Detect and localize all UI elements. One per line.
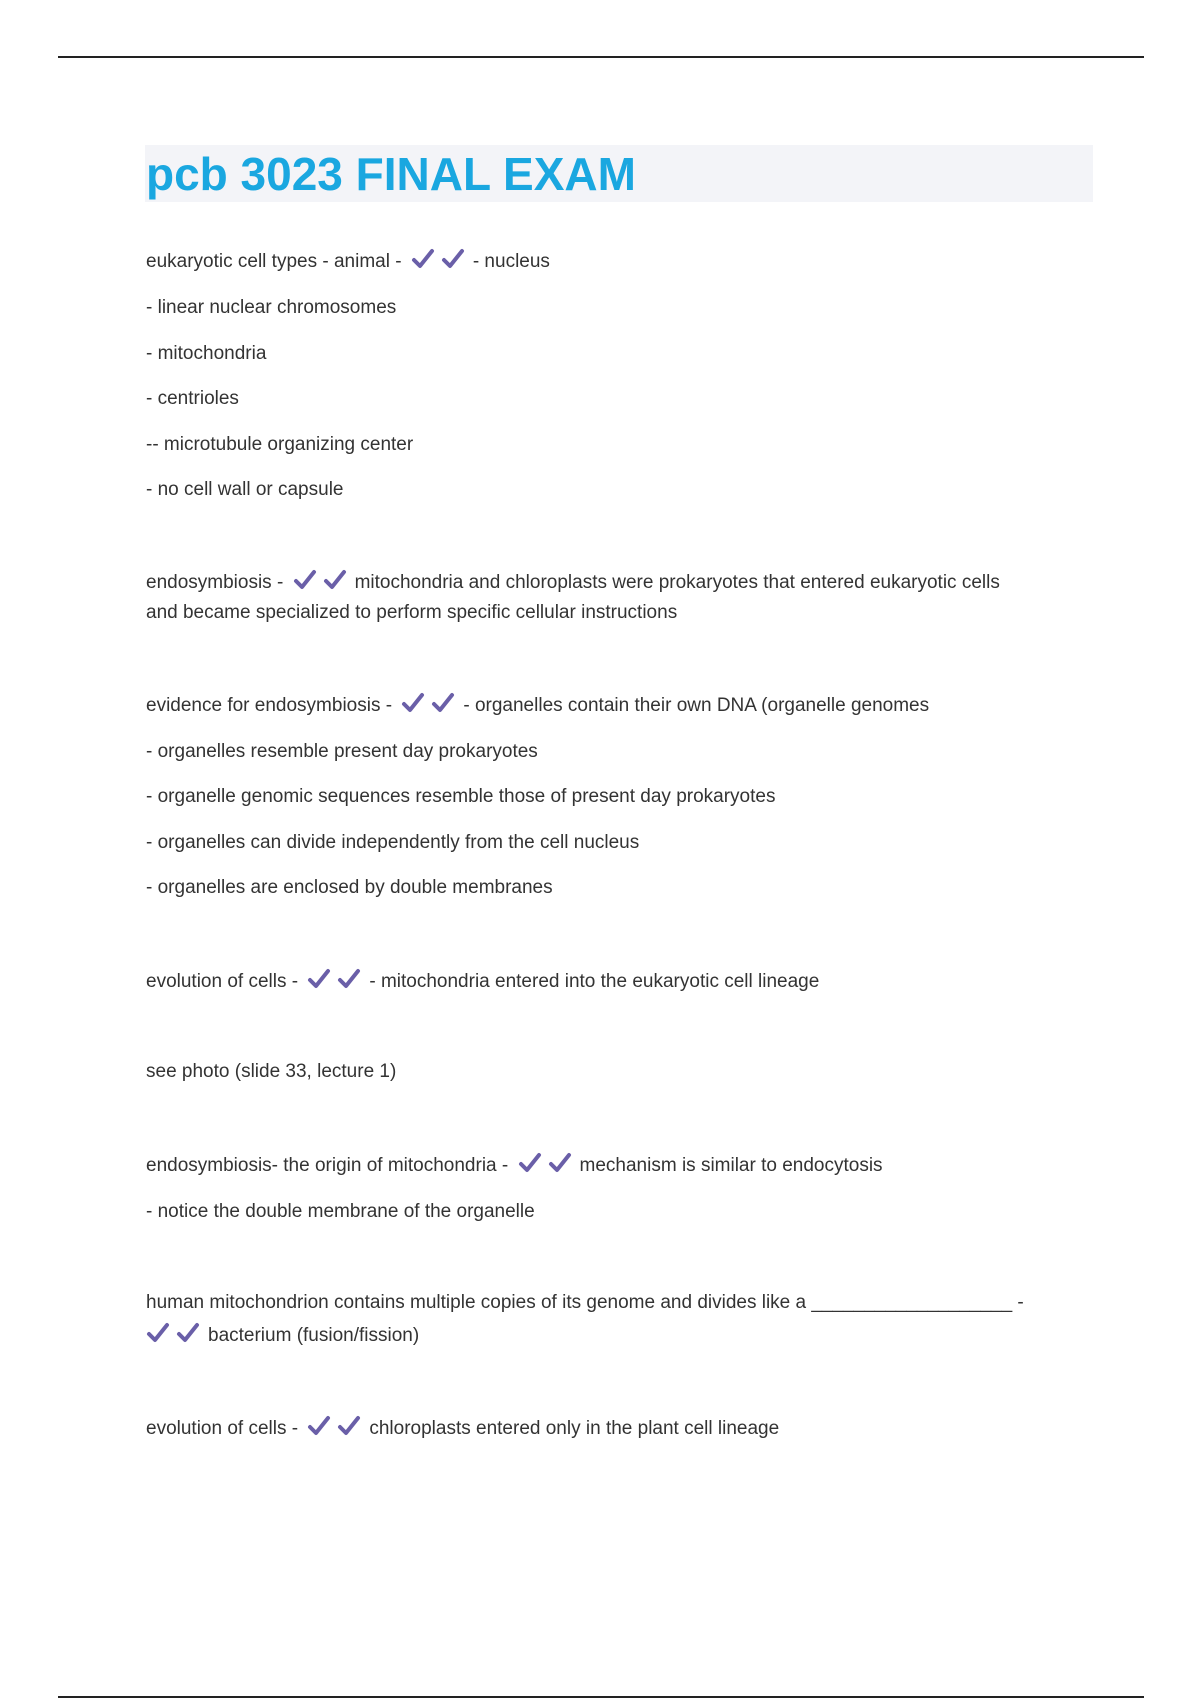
check-icon	[337, 1415, 361, 1437]
answer-line: -- microtubule organizing center	[146, 434, 414, 455]
check-pair	[411, 248, 471, 275]
entry-answer: - mitochondria entered into the eukaryotic cell lineage	[369, 971, 820, 992]
check-pair	[401, 692, 461, 719]
entry-question	[146, 968, 819, 995]
check-icon	[293, 569, 317, 591]
entry-question	[146, 1415, 779, 1442]
entry-answer: mechanism is similar to endocytosis	[579, 1155, 883, 1176]
check-icon	[146, 1322, 170, 1344]
entry-question: human mitochondrion contains multiple copies of its genome and divides like a ___________________ -	[146, 1292, 1024, 1313]
check-icon	[307, 1415, 331, 1437]
entry-answer-line	[146, 1322, 419, 1349]
entry-term: endosymbiosis- the origin of mitochondria -	[146, 1155, 509, 1176]
answer-line: - organelles can divide independently from the cell nucleus	[146, 832, 640, 853]
check-pair	[307, 1415, 367, 1442]
entry-term: eukaryotic cell types - animal -	[146, 251, 402, 272]
bottom-rule	[58, 1696, 1144, 1698]
answer-line: - mitochondria	[146, 343, 267, 364]
check-icon	[401, 692, 425, 714]
entry-answer: mitochondria and chloroplasts were prokaryotes that entered eukaryotic cells	[354, 572, 1000, 593]
page-title: pcb 3023 FINAL EXAM	[146, 148, 636, 200]
answer-line: - centrioles	[146, 388, 239, 409]
entry-answer: bacterium (fusion/fission)	[208, 1325, 420, 1346]
check-icon	[307, 968, 331, 990]
check-icon	[337, 968, 361, 990]
check-pair	[146, 1322, 206, 1349]
check-pair	[518, 1152, 578, 1179]
entry-term: endosymbiosis -	[146, 572, 284, 593]
entry-question	[146, 1152, 883, 1179]
answer-line: see photo (slide 33, lecture 1)	[146, 1061, 397, 1082]
answer-line: - notice the double membrane of the organelle	[146, 1201, 535, 1222]
answer-line: - organelles are enclosed by double membranes	[146, 877, 553, 898]
entry-term: evolution of cells -	[146, 1418, 299, 1439]
check-icon	[441, 248, 465, 270]
entry-answer: chloroplasts entered only in the plant cell lineage	[369, 1418, 780, 1439]
entry-term: evidence for endosymbiosis -	[146, 695, 393, 716]
answer-line: - organelle genomic sequences resemble those of present day prokaryotes	[146, 786, 776, 807]
entry-question	[146, 569, 1000, 596]
answer-line: and became specialized to perform specific cellular instructions	[146, 602, 678, 623]
check-icon	[323, 569, 347, 591]
answer-line: - organelles resemble present day prokaryotes	[146, 741, 538, 762]
answer-line: - no cell wall or capsule	[146, 479, 344, 500]
top-rule	[58, 56, 1144, 58]
entry-answer: - organelles contain their own DNA (organelle genomes	[463, 695, 930, 716]
check-pair	[307, 968, 367, 995]
check-icon	[548, 1152, 572, 1174]
entry-question	[146, 248, 550, 275]
entry-answer: - nucleus	[472, 251, 550, 272]
answer-line: - linear nuclear chromosomes	[146, 297, 397, 318]
check-icon	[176, 1322, 200, 1344]
check-icon	[411, 248, 435, 270]
check-pair	[293, 569, 353, 596]
entry-question	[146, 692, 929, 719]
entry-term: evolution of cells -	[146, 971, 299, 992]
check-icon	[518, 1152, 542, 1174]
check-icon	[431, 692, 455, 714]
